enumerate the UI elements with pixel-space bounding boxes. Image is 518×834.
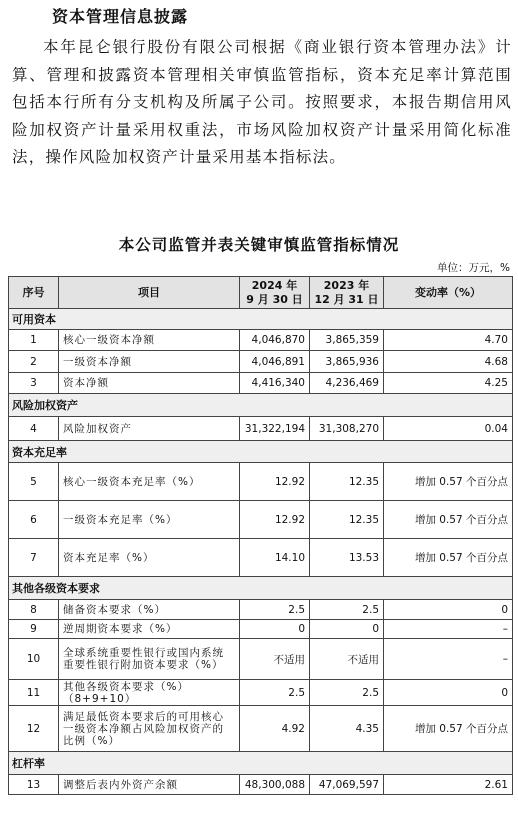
header-2024-year: 2024 年 — [251, 278, 298, 292]
section-title: 其他各级资本要求 — [9, 577, 513, 600]
row-number: 10 — [9, 639, 59, 680]
table-row — [9, 600, 513, 620]
intro-paragraph: 本年昆仑银行股份有限公司根据《商业银行资本管理办法》计算、管理和披露资本管理相关审慎监管指标，资本充足率计算范围包括本行所有分支机构及所属子公司。按照要求，本报告期信用风险加权资产计量采用权重法，市场风险加权资产计量采用简化标准法，操作风险加权资产计量采用基本指标法。 — [12, 38, 512, 166]
table-title: 本公司监管并表关键审慎监管指标情况 — [118, 236, 400, 254]
header-change: 变动率（%） — [384, 277, 513, 309]
value-2023: 4,236,469 — [310, 373, 384, 394]
table-header-row — [9, 277, 513, 309]
table-row — [9, 373, 513, 394]
value-2024: 0 — [240, 620, 310, 639]
change-rate: 增加 0.57 个百分点 — [384, 501, 513, 539]
header-2023-year: 2023 年 — [323, 278, 370, 292]
value-2024: 4,416,340 — [240, 373, 310, 394]
row-item-label: 资本净额 — [59, 373, 240, 394]
table-row — [9, 501, 513, 539]
change-rate: 增加 0.57 个百分点 — [384, 706, 513, 752]
table-row — [9, 706, 513, 752]
row-item-label: 其他各级资本要求（%）（8+9+10） — [59, 680, 240, 706]
header-item: 项目 — [59, 277, 240, 309]
row-number: 9 — [9, 620, 59, 639]
row-number: 12 — [9, 706, 59, 752]
section-row — [9, 752, 513, 775]
value-2023: 4.35 — [310, 706, 384, 752]
value-2023: 0 — [310, 620, 384, 639]
row-item-label: 储备资本要求（%） — [59, 600, 240, 620]
row-number: 2 — [9, 351, 59, 373]
value-2023: 3,865,359 — [310, 330, 384, 351]
change-rate: 0 — [384, 600, 513, 620]
row-number: 13 — [9, 775, 59, 795]
change-rate: 4.25 — [384, 373, 513, 394]
table-row — [9, 463, 513, 501]
table-row — [9, 775, 513, 795]
table-row — [9, 620, 513, 639]
section-heading: 资本管理信息披露 — [52, 7, 189, 26]
table-row — [9, 539, 513, 577]
value-2023: 12.35 — [310, 501, 384, 539]
row-number: 5 — [9, 463, 59, 501]
row-item-label: 风险加权资产 — [59, 417, 240, 441]
header-2023-date: 12 月 31 日 — [314, 292, 379, 306]
section-row — [9, 441, 513, 463]
change-rate: 4.68 — [384, 351, 513, 373]
value-2024: 4,046,870 — [240, 330, 310, 351]
value-2024: 14.10 — [240, 539, 310, 577]
value-2024: 12.92 — [240, 501, 310, 539]
value-2023: 12.35 — [310, 463, 384, 501]
table-row — [9, 639, 513, 680]
row-number: 1 — [9, 330, 59, 351]
row-item-label: 资本充足率（%） — [59, 539, 240, 577]
value-2024: 不适用 — [240, 639, 310, 680]
section-row — [9, 309, 513, 330]
row-item-label: 满足最低资本要求后的可用核心一级资本净额占风险加权资产的比例（%） — [59, 706, 240, 752]
section-row — [9, 394, 513, 417]
table-row — [9, 330, 513, 351]
header-no: 序号 — [9, 277, 59, 309]
row-number: 3 — [9, 373, 59, 394]
unit-label: 单位：万元，% — [437, 262, 510, 274]
row-number: 7 — [9, 539, 59, 577]
change-rate: 4.70 — [384, 330, 513, 351]
section-title: 可用资本 — [9, 309, 513, 330]
change-rate: – — [384, 639, 513, 680]
value-2024: 4.92 — [240, 706, 310, 752]
change-rate: – — [384, 620, 513, 639]
section-title: 资本充足率 — [9, 441, 513, 463]
header-2024 — [240, 277, 310, 309]
row-item-label: 一级资本净额 — [59, 351, 240, 373]
row-number: 6 — [9, 501, 59, 539]
value-2023: 31,308,270 — [310, 417, 384, 441]
change-rate: 2.61 — [384, 775, 513, 795]
row-number: 4 — [9, 417, 59, 441]
value-2023: 2.5 — [310, 680, 384, 706]
value-2024: 2.5 — [240, 680, 310, 706]
row-item-label: 全球系统重要性银行或国内系统重要性银行附加资本要求（%） — [59, 639, 240, 680]
change-rate: 0.04 — [384, 417, 513, 441]
value-2024: 4,046,891 — [240, 351, 310, 373]
row-item-label: 核心一级资本充足率（%） — [59, 463, 240, 501]
value-2023: 47,069,597 — [310, 775, 384, 795]
value-2023: 3,865,936 — [310, 351, 384, 373]
table-row — [9, 680, 513, 706]
value-2024: 48,300,088 — [240, 775, 310, 795]
row-item-label: 一级资本充足率（%） — [59, 501, 240, 539]
change-rate: 0 — [384, 680, 513, 706]
table-row — [9, 417, 513, 441]
table-row — [9, 351, 513, 373]
value-2024: 2.5 — [240, 600, 310, 620]
row-item-label: 调整后表内外资产余额 — [59, 775, 240, 795]
row-number: 11 — [9, 680, 59, 706]
value-2023: 13.53 — [310, 539, 384, 577]
value-2024: 31,322,194 — [240, 417, 310, 441]
value-2023: 不适用 — [310, 639, 384, 680]
prudential-indicators-table — [8, 276, 513, 795]
value-2023: 2.5 — [310, 600, 384, 620]
change-rate: 增加 0.57 个百分点 — [384, 463, 513, 501]
row-item-label: 逆周期资本要求（%） — [59, 620, 240, 639]
value-2024: 12.92 — [240, 463, 310, 501]
section-title: 风险加权资产 — [9, 394, 513, 417]
header-2023 — [310, 277, 384, 309]
row-item-label: 核心一级资本净额 — [59, 330, 240, 351]
section-title: 杠杆率 — [9, 752, 513, 775]
section-row — [9, 577, 513, 600]
header-2024-date: 9 月 30 日 — [246, 292, 303, 306]
change-rate: 增加 0.57 个百分点 — [384, 539, 513, 577]
row-number: 8 — [9, 600, 59, 620]
table-body — [9, 309, 513, 795]
